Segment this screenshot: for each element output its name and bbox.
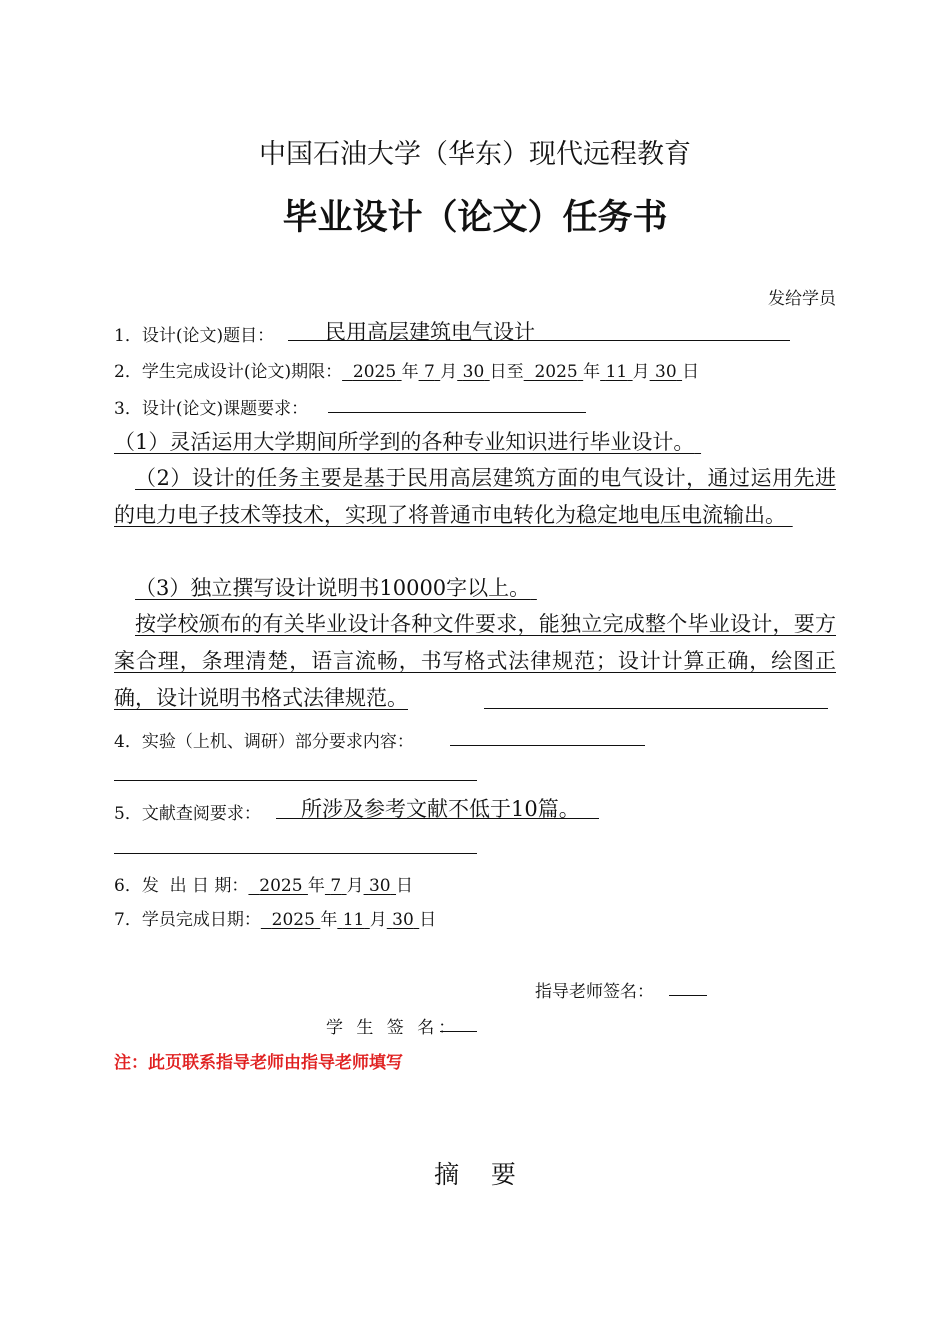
month-unit: 月	[369, 910, 387, 930]
student-signature-line	[440, 1031, 477, 1032]
month-unit: 月	[440, 362, 458, 382]
finish-date-label: 7．学员完成日期：	[114, 910, 261, 930]
finish-year: 2025	[271, 910, 315, 930]
requirements-underline	[328, 412, 586, 413]
requirement-2: （2）设计的任务主要是基于民用高层建筑方面的电气设计，通过运用先进的电力电子技术等技术，实现了将普通市电转化为稳定地电压电流输出。	[114, 466, 836, 527]
abstract-heading: 摘 要	[434, 1160, 516, 1189]
period-label: 2．学生完成设计(论文)期限：	[114, 362, 343, 382]
period-start-month: 7	[423, 362, 435, 382]
student-signature-label: 学 生 签 名：	[326, 1018, 460, 1038]
issue-day: 30	[368, 876, 391, 896]
year-unit: 年	[401, 362, 419, 382]
advisor-signature-label: 指导老师签名：	[535, 982, 654, 1002]
day-unit: 日	[682, 362, 700, 382]
period-end-month: 11	[605, 362, 628, 382]
requirements-label: 3．设计(论文)课题要求：	[114, 399, 309, 419]
issued-to-label: 发给学员	[768, 289, 836, 309]
issue-month: 7	[330, 876, 342, 896]
experiment-underline-2	[114, 780, 477, 781]
to-unit: 日至	[489, 362, 524, 382]
literature-underline-2	[114, 853, 477, 854]
experiment-underline	[450, 745, 645, 746]
finish-month: 11	[342, 910, 365, 930]
requirement-1: （1）灵活运用大学期间所学到的各种专业知识进行毕业设计。	[114, 430, 695, 454]
issue-date-label: 6．发 出 日 期：	[114, 876, 249, 896]
advisor-signature-line	[669, 995, 707, 996]
finish-date-row	[114, 905, 436, 930]
experiment-label: 4．实验（上机、调研）部分要求内容：	[114, 732, 414, 752]
document-title: 毕业设计（论文）任务书	[282, 198, 668, 238]
literature-value: 所涉及参考文献不低于10篇。	[301, 797, 580, 821]
period-end-year: 2025	[534, 362, 578, 382]
requirement-4-underline-tail	[484, 708, 828, 709]
literature-label: 5．文献查阅要求：	[114, 804, 261, 824]
day-unit: 日	[396, 876, 414, 896]
issue-date-row	[114, 871, 413, 896]
period-row	[114, 357, 699, 382]
requirement-3: （3）独立撰写设计说明书10000字以上。	[135, 576, 531, 600]
year-unit: 年	[583, 362, 601, 382]
period-start-year: 2025	[352, 362, 397, 382]
period-start-day: 30	[462, 362, 485, 382]
month-unit: 月	[346, 876, 364, 896]
topic-value: 民用高层建筑电气设计	[325, 320, 535, 344]
year-unit: 年	[307, 876, 325, 896]
issue-year: 2025	[259, 876, 303, 896]
month-unit: 月	[632, 362, 650, 382]
period-end-day: 30	[655, 362, 677, 382]
year-unit: 年	[320, 910, 338, 930]
school-name: 中国石油大学（华东）现代远程教育	[259, 139, 691, 170]
finish-day: 30	[392, 910, 414, 930]
fill-note: 注：此页联系指导老师由指导老师填写	[114, 1053, 403, 1073]
topic-label: 1．设计(论文)题目：	[114, 326, 275, 346]
requirement-4: 按学校颁布的有关毕业设计各种文件要求，能独立完成整个毕业设计，要方案合理，条理清楚，语言流畅，书写格式法律规范；设计计算正确，绘图正确，设计说明书格式法律规范。	[114, 612, 836, 710]
day-unit: 日	[419, 910, 437, 930]
